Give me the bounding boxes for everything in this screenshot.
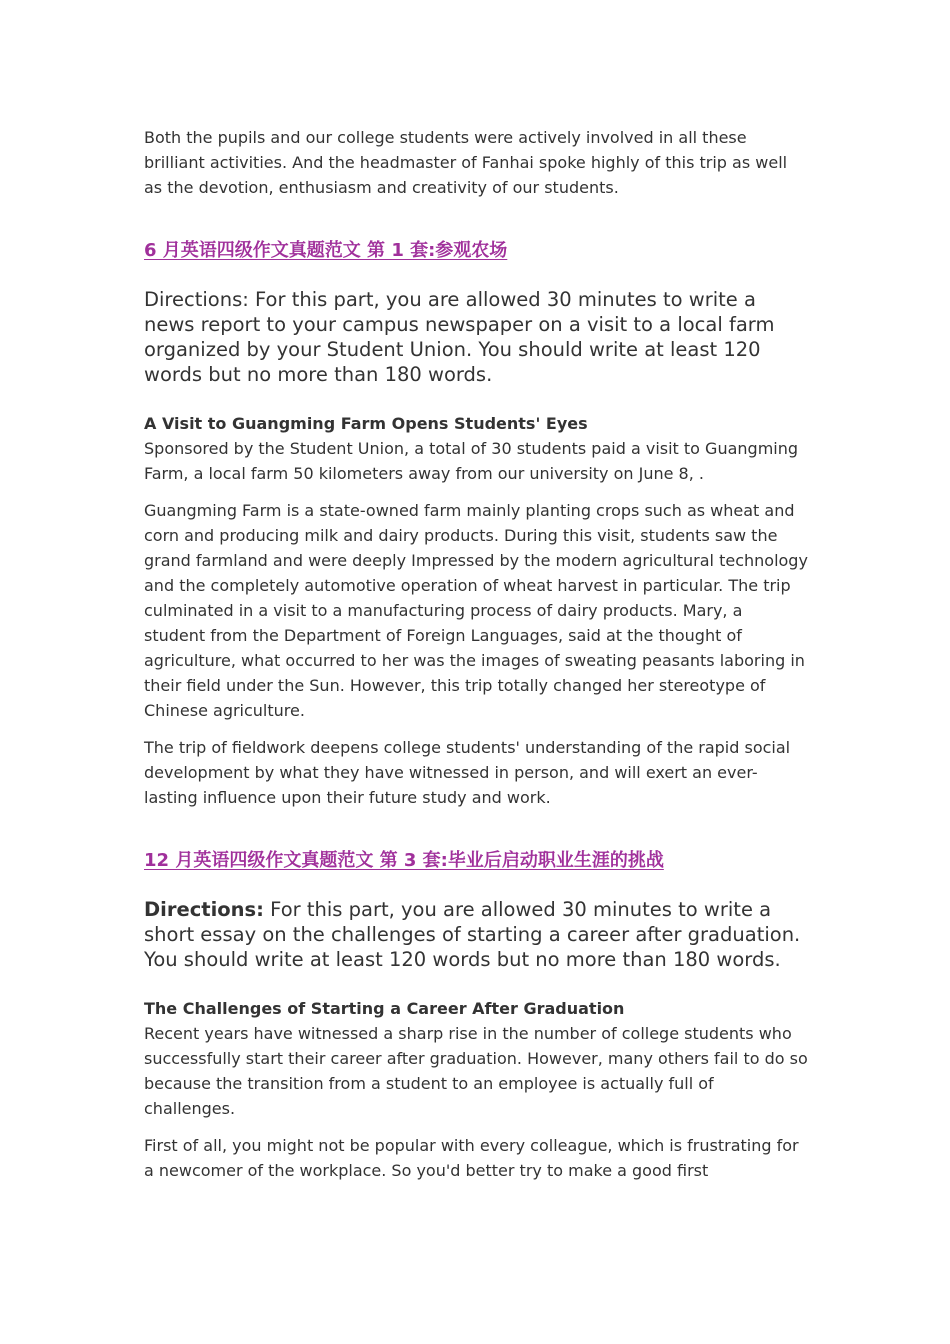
section-2-essay-title: The Challenges of Starting a Career After Graduation [144, 999, 625, 1018]
section-2-directions-text: For this part, you are allowed 30 minutes to write a short essay on the challenges of starting a career after graduation. You should write at least 120 words but no more than 180 words. [144, 898, 801, 971]
section-1-heading-link[interactable]: 6 月英语四级作文真题范文 第 1 套:参观农场 [144, 240, 508, 261]
section-2-heading-link[interactable]: 12 月英语四级作文真题范文 第 3 套:毕业后启动职业生涯的挑战 [144, 850, 664, 871]
section-2-paragraph-1: Recent years have witnessed a sharp rise in the number of college students who successfully start their career after graduation. However, many others fail to do so because the transition from a student to an employee is actually full of challenges. [144, 1024, 808, 1118]
section-1-directions: Directions: For this part, you are allowed 30 minutes to write a news report to your campus newspaper on a visit to a local farm organized by your Student Union. You should write at least 120 words but no more than 180 words. [144, 288, 775, 386]
section-1-essay-title: A Visit to Guangming Farm Opens Students' Eyes [144, 414, 588, 433]
document-page [144, 125, 808, 1183]
section-2-paragraph-2: First of all, you might not be popular with every colleague, which is frustrating for a newcomer of the workplace. So you'd better try to make a good first [144, 1136, 799, 1180]
section-2-directions [144, 897, 808, 972]
section-2-directions-label: Directions: [144, 898, 264, 921]
section-1-paragraph-2: Guangming Farm is a state-owned farm mainly planting crops such as wheat and corn and producing milk and dairy products. During this visit, students saw the grand farmland and were deeply Impressed by the modern agricultural technology and the completely automotive operation of wheat harvest in particular. The trip culminated in a visit to a manufacturing process of dairy products. Mary, a student from the Department of Foreign Languages, said at the thought of agriculture, what occurred to her was the images of sweating peasants laboring in their field under the Sun. However, this trip totally changed her stereotype of Chinese agriculture. [144, 501, 808, 720]
intro-paragraph: Both the pupils and our college students were actively involved in all these brilliant activities. And the headmaster of Fanhai spoke highly of this trip as well as the devotion, enthusiasm and creativity of our students. [144, 128, 788, 197]
section-1-paragraph-1: Sponsored by the Student Union, a total of 30 students paid a visit to Guangming Farm, a local farm 50 kilometers away from our university on June 8, . [144, 439, 799, 483]
section-1-paragraph-3: The trip of fieldwork deepens college students' understanding of the rapid social development by what they have witnessed in person, and will exert an ever-lasting influence upon their future study and work. [144, 738, 791, 807]
